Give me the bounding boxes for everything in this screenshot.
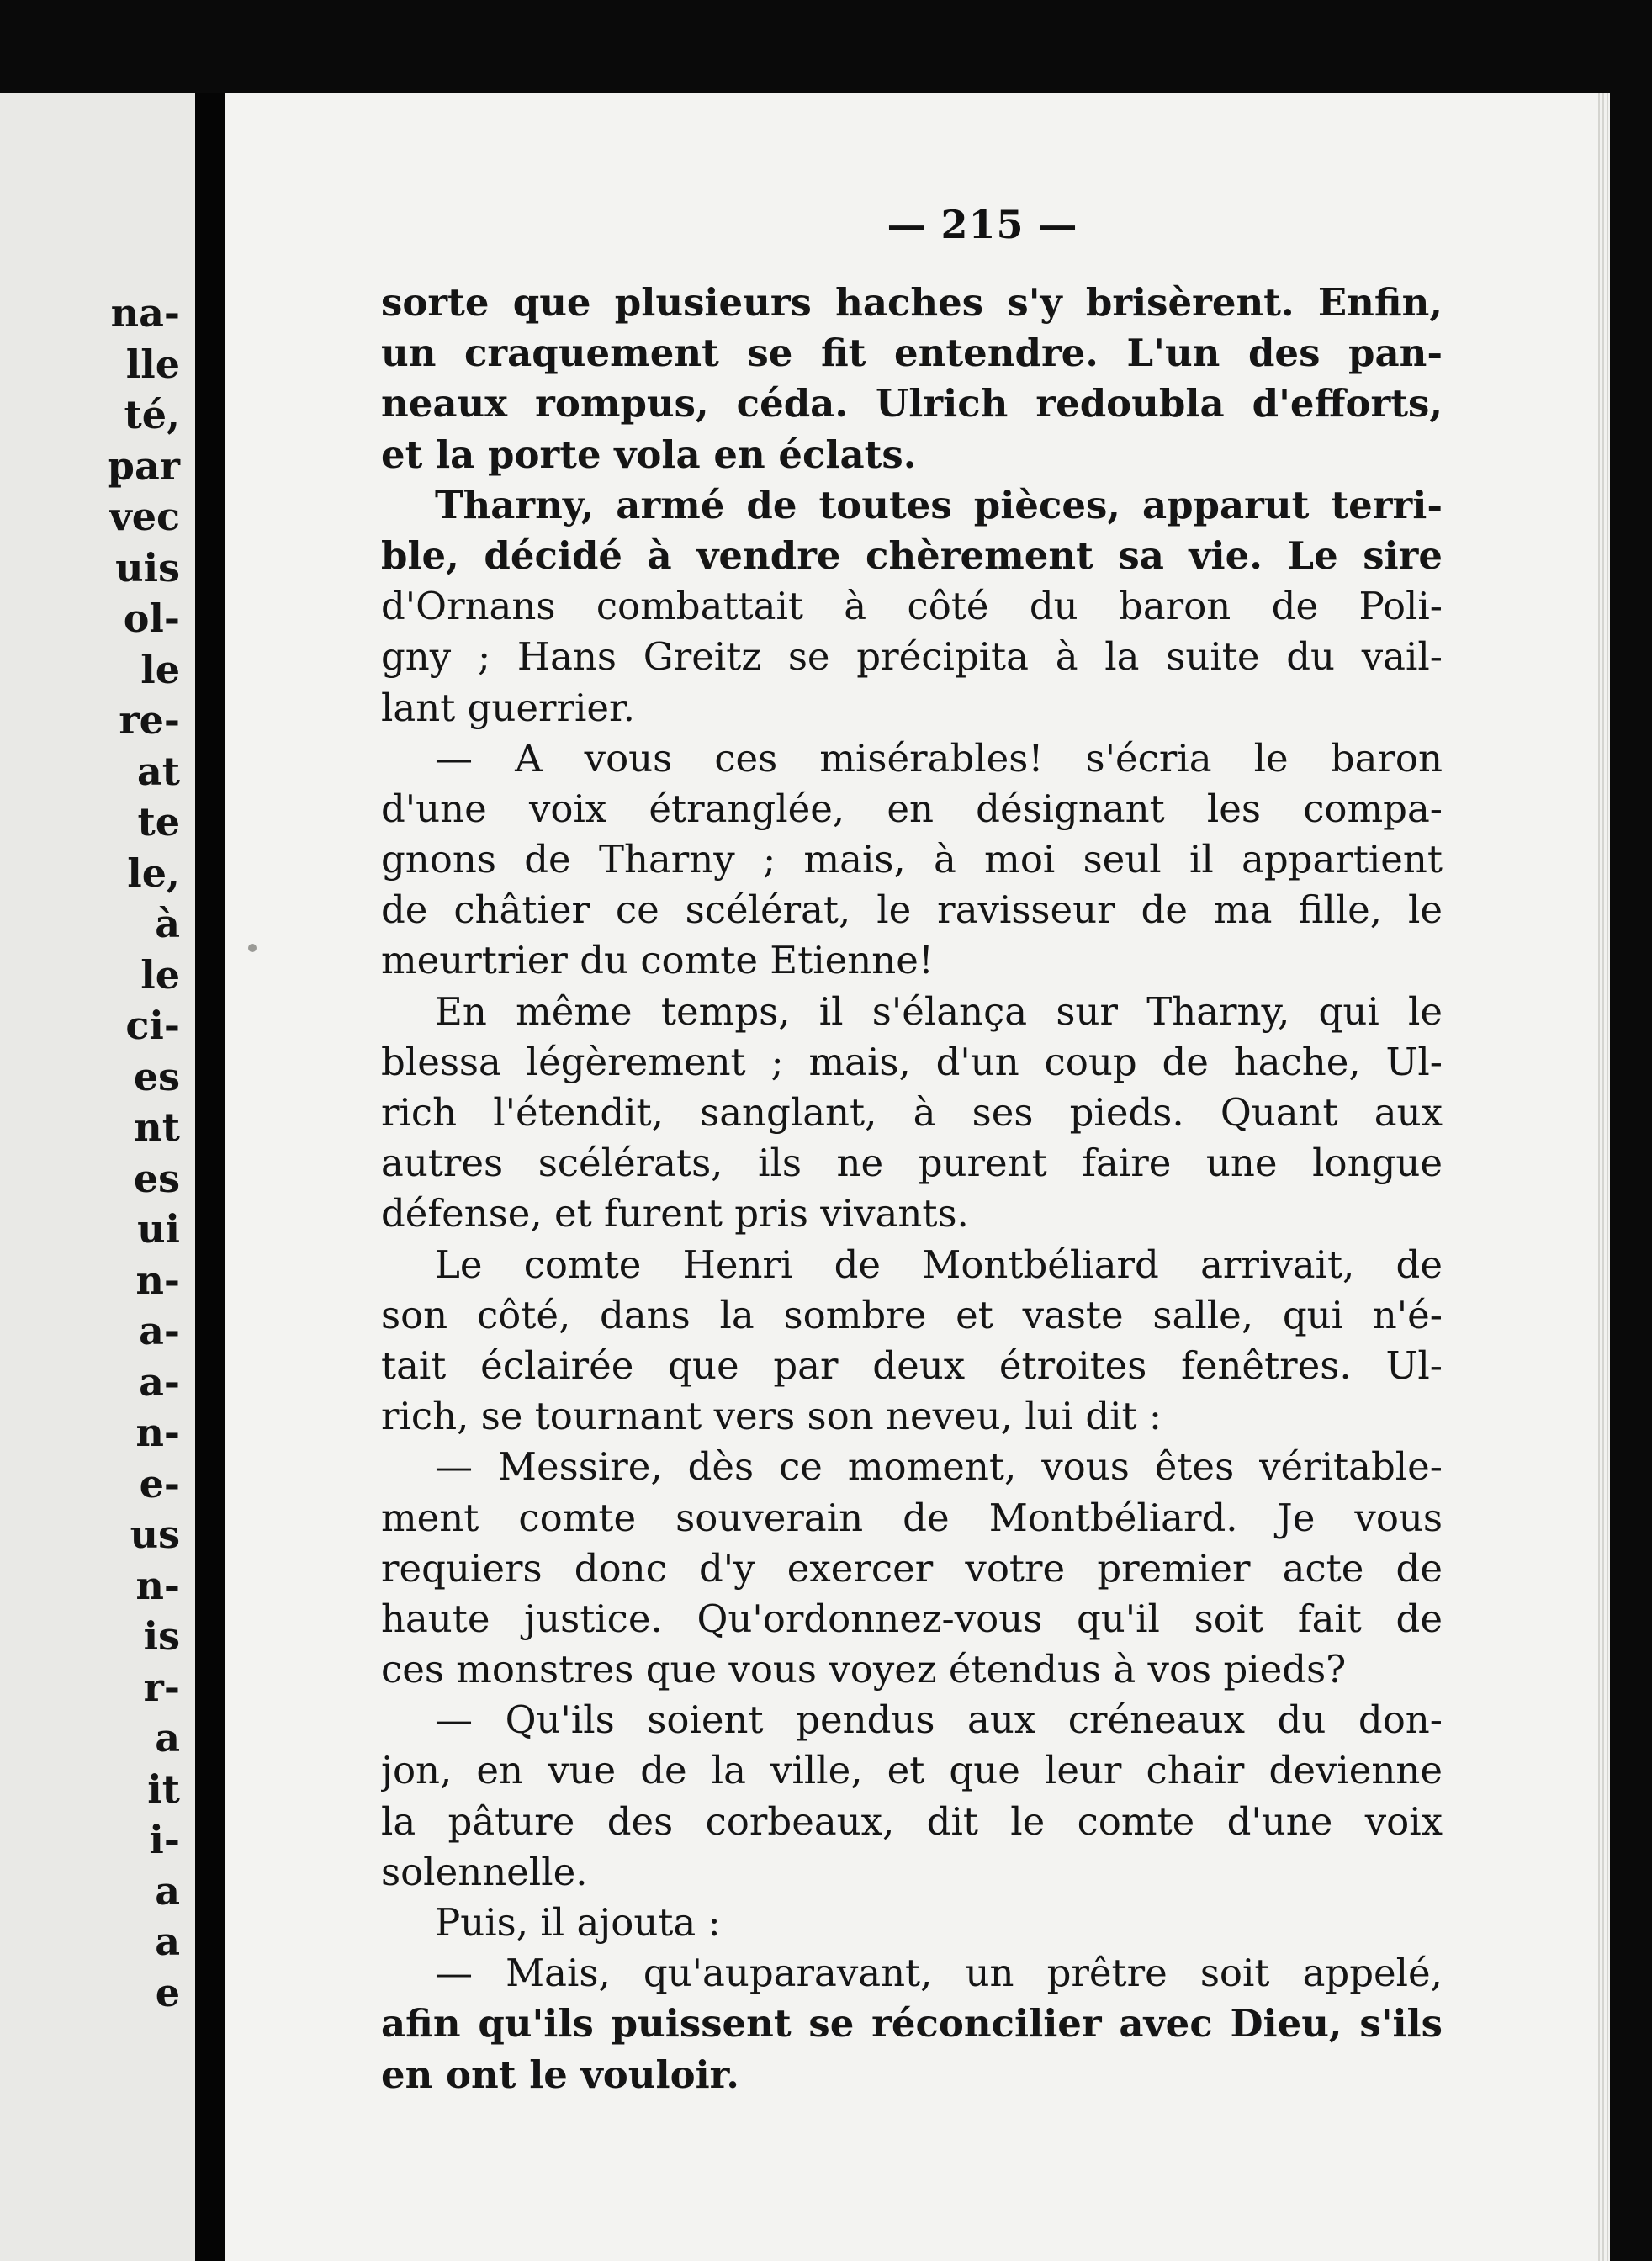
text-line: son côté, dans la sombre et vaste salle, qui n'é- xyxy=(381,1292,1443,1337)
left-fragment: es xyxy=(133,1053,180,1099)
text-line: gny ; Hans Greitz se précipita à la suite du vail- xyxy=(381,634,1443,680)
left-fragment: es xyxy=(133,1155,180,1201)
ink-speck xyxy=(248,944,257,952)
text-line: Tharny, armé de toutes pièces, apparut terri- xyxy=(435,482,1443,527)
right-page xyxy=(225,93,1610,2261)
text-line: rich l'étendit, sanglant, à ses pieds. Quant aux xyxy=(381,1090,1443,1135)
left-fragment: ui xyxy=(137,1206,180,1252)
left-fragment: lle xyxy=(125,341,180,387)
left-page-text-fragments xyxy=(108,288,180,2018)
text-line: défense, et furent pris vivants. xyxy=(381,1191,969,1236)
body-text xyxy=(381,278,1443,2100)
text-line: rich, se tournant vers son neveu, lui dit : xyxy=(381,1394,1162,1439)
left-fragment: i- xyxy=(149,1817,180,1862)
left-fragment: a- xyxy=(139,1308,180,1353)
left-fragment: le xyxy=(140,646,180,692)
text-line: meurtrier du comte Etienne! xyxy=(381,938,934,983)
text-line: d'une voix étranglée, en désignant les compa- xyxy=(381,786,1443,831)
text-line: gnons de Tharny ; mais, à moi seul il appartient xyxy=(381,837,1443,882)
text-line: ble, décidé à vendre chèrement sa vie. Le sire xyxy=(381,532,1443,578)
left-fragment: n- xyxy=(135,1562,180,1608)
left-fragment: a xyxy=(155,1919,180,1964)
page-edge xyxy=(1598,93,1610,2261)
text-line: lant guerrier. xyxy=(381,685,635,730)
text-line: Puis, il ajouta : xyxy=(435,1900,721,1945)
text-line: Le comte Henri de Montbéliard arrivait, de xyxy=(435,1242,1443,1287)
text-line: et la porte vola en éclats. xyxy=(381,432,917,477)
text-line: requiers donc d'y exercer votre premier acte de xyxy=(381,1545,1443,1591)
left-fragment: na- xyxy=(110,290,180,336)
text-line: blessa légèrement ; mais, d'un coup de hache, Ul- xyxy=(381,1039,1443,1084)
left-fragment: re- xyxy=(119,697,180,743)
text-line: en ont le vouloir. xyxy=(381,2052,739,2097)
left-fragment: a- xyxy=(139,1358,180,1405)
left-fragment: te xyxy=(137,799,180,845)
text-line: d'Ornans combattait à côté du baron de Poli- xyxy=(381,584,1443,629)
left-fragment: it xyxy=(147,1766,180,1812)
left-fragment: à xyxy=(155,901,180,946)
left-fragment: ol- xyxy=(123,596,180,641)
text-line: — Mais, qu'auparavant, un prêtre soit appelé, xyxy=(435,1951,1443,1996)
page-number: — 215 — xyxy=(887,202,1078,247)
book-gutter xyxy=(195,93,225,2261)
text-line: — A vous ces misérables! s'écria le baron xyxy=(435,735,1443,781)
left-fragment: n- xyxy=(135,1257,180,1303)
left-fragment: le, xyxy=(127,850,180,896)
text-line: la pâture des corbeaux, dit le comte d'une voix xyxy=(381,1798,1443,1844)
text-line: autres scélérats, ils ne purent faire une longue xyxy=(381,1141,1443,1186)
text-line: un craquement se fit entendre. L'un des pan- xyxy=(381,331,1443,376)
text-line: solennelle. xyxy=(381,1849,588,1894)
left-fragment: is xyxy=(143,1613,180,1659)
left-fragment: le xyxy=(140,951,180,998)
left-fragment: nt xyxy=(134,1104,180,1150)
text-line: ment comte souverain de Montbéliard. Je vous xyxy=(381,1495,1443,1540)
left-fragment: vec xyxy=(109,494,180,539)
left-fragment: e- xyxy=(139,1460,180,1506)
text-line: jon, en vue de la ville, et que leur chair devienne xyxy=(381,1748,1443,1793)
left-fragment: at xyxy=(136,748,180,794)
text-line: de châtier ce scélérat, le ravisseur de ma fille, le xyxy=(381,887,1443,933)
left-fragment: par xyxy=(107,442,180,489)
text-line: — Messire, dès ce moment, vous êtes véritable- xyxy=(435,1444,1443,1490)
left-fragment: r- xyxy=(143,1664,180,1710)
text-line: — Qu'ils soient pendus aux créneaux du don- xyxy=(435,1697,1443,1743)
text-line: neaux rompus, céda. Ulrich redoubla d'efforts, xyxy=(381,381,1443,426)
left-fragment: e xyxy=(155,1969,180,2015)
text-line: ces monstres que vous voyez étendus à vos pieds? xyxy=(381,1647,1347,1692)
left-page xyxy=(0,93,195,2261)
text-line: En même temps, il s'élança sur Tharny, qui le xyxy=(435,988,1443,1034)
text-line: sorte que plusieurs haches s'y brisèrent. Enfin, xyxy=(381,280,1443,325)
left-fragment: té, xyxy=(124,392,180,437)
left-fragment: uis xyxy=(115,544,180,590)
left-fragment: a xyxy=(155,1715,180,1761)
left-fragment: n- xyxy=(135,1410,180,1455)
left-fragment: us xyxy=(130,1512,180,1557)
text-line: haute justice. Qu'ordonnez-vous qu'il soit fait de xyxy=(381,1596,1443,1641)
text-line: afin qu'ils puissent se réconcilier avec Dieu, s'ils xyxy=(381,2001,1443,2047)
left-fragment: a xyxy=(155,1867,180,1914)
left-fragment: ci- xyxy=(125,1003,180,1048)
text-line: tait éclairée que par deux étroites fenêtres. Ul- xyxy=(381,1342,1443,1388)
